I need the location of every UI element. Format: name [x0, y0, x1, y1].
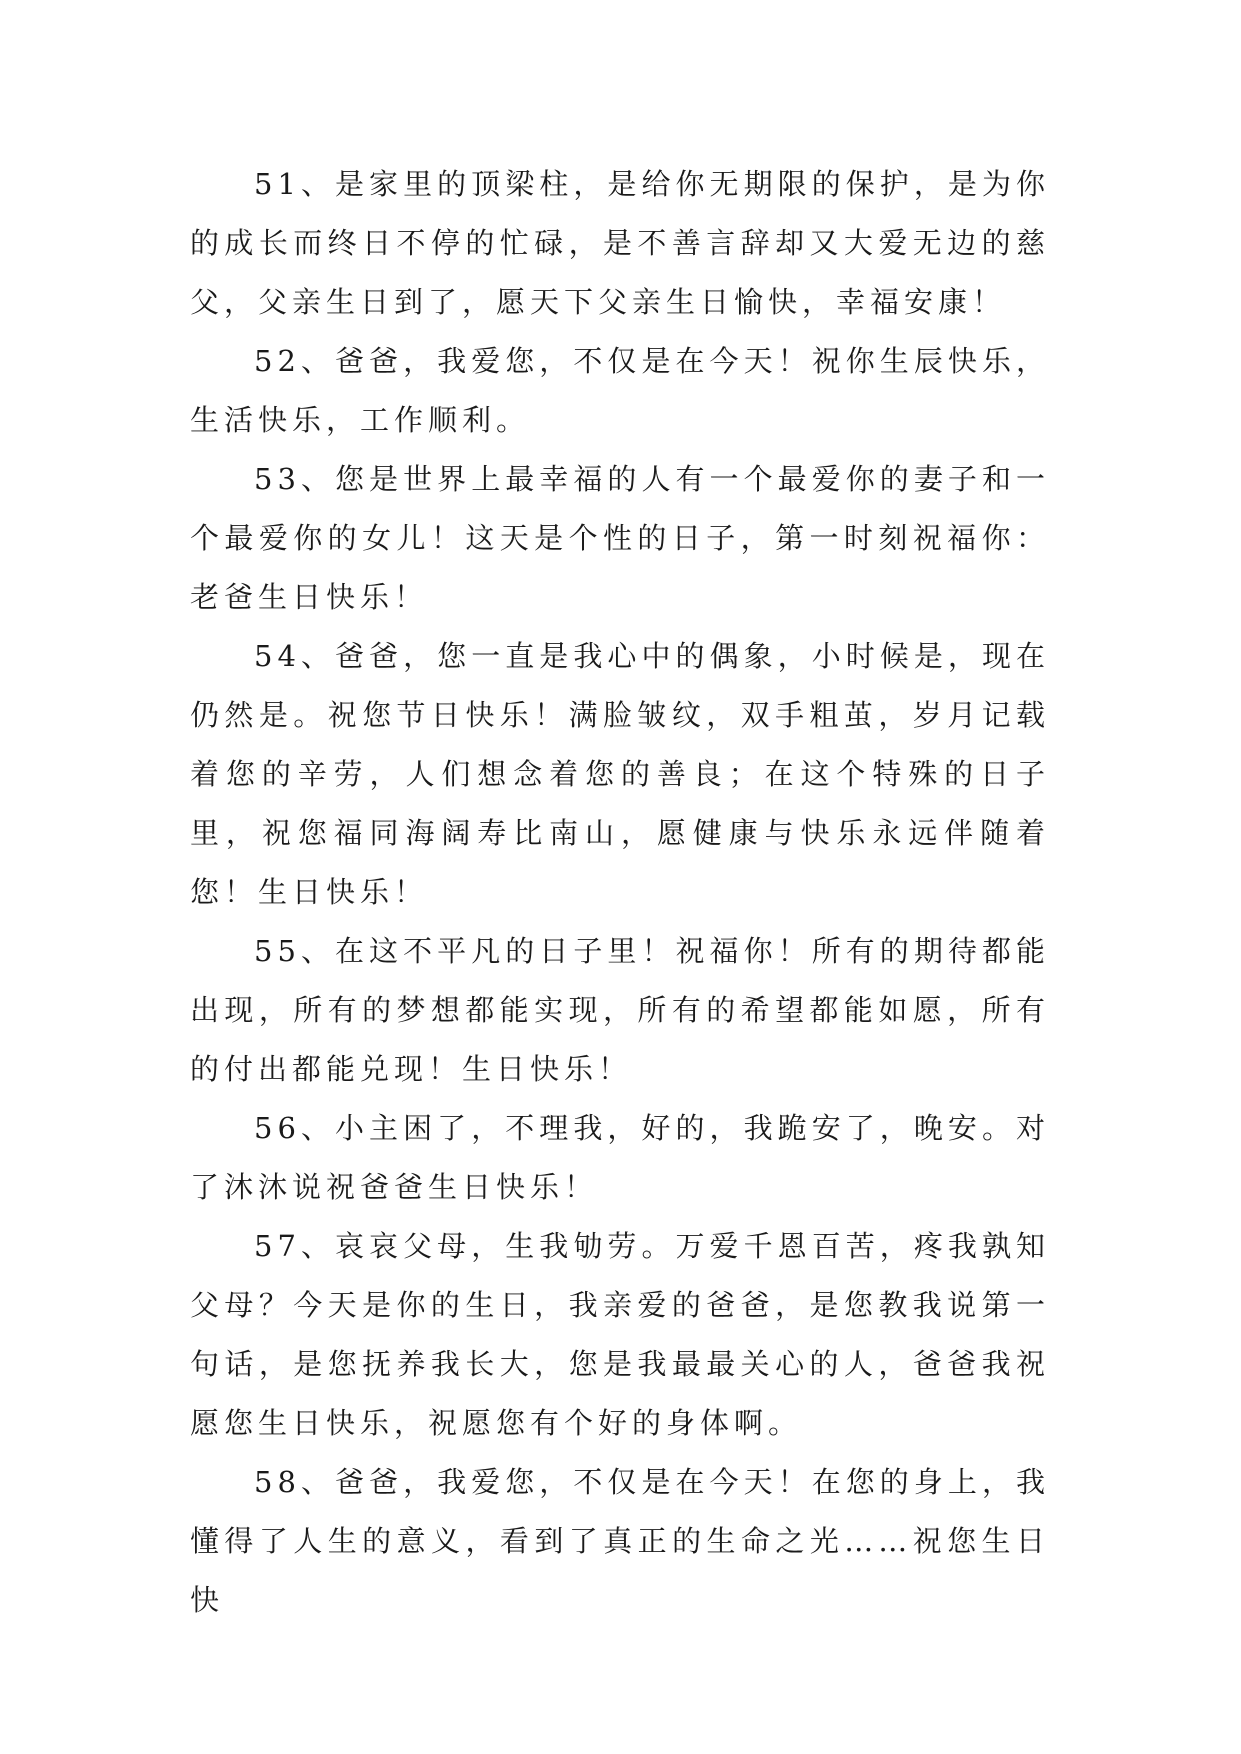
paragraph-56: 56、小主困了，不理我，好的，我跪安了，晚安。对了沐沐说祝爸爸生日快乐！ — [190, 1111, 1050, 1204]
paragraph-57: 57、哀哀父母，生我劬劳。万爱千恩百苦，疼我孰知父母？今天是你的生日，我亲爱的爸爸，是您教我说第一句话，是您抚养我长大，您是我最最关心的人，爸爸我祝愿您生日快乐，祝愿您有个好的身体啊。 — [190, 1229, 1050, 1440]
paragraph-54: 54、爸爸，您一直是我心中的偶象，小时候是，现在仍然是。祝您节日快乐！满脸皱纹，双手粗茧，岁月记载着您的辛劳，人们想念着您的善良；在这个特殊的日子里，祝您福同海阔寿比南山，愿健康与快乐永远伴随着您！生日快乐！ — [190, 639, 1050, 909]
document-body — [190, 155, 1050, 1630]
paragraph-51: 51、是家里的顶梁柱，是给你无期限的保护，是为你的成长而终日不停的忙碌，是不善言辞却又大爱无边的慈父，父亲生日到了，愿天下父亲生日愉快，幸福安康！ — [190, 167, 1050, 319]
paragraph-52: 52、爸爸，我爱您，不仅是在今天！祝你生辰快乐，生活快乐，工作顺利。 — [190, 344, 1050, 437]
paragraph-55: 55、在这不平凡的日子里！祝福你！所有的期待都能出现，所有的梦想都能实现，所有的希望都能如愿，所有的付出都能兑现！生日快乐！ — [190, 934, 1050, 1086]
paragraph-53: 53、您是世界上最幸福的人有一个最爱你的妻子和一个最爱你的女儿！这天是个性的日子，第一时刻祝福你：老爸生日快乐！ — [190, 462, 1050, 614]
paragraph-58: 58、爸爸，我爱您，不仅是在今天！在您的身上，我懂得了人生的意义，看到了真正的生命之光……祝您生日快 — [190, 1465, 1050, 1617]
